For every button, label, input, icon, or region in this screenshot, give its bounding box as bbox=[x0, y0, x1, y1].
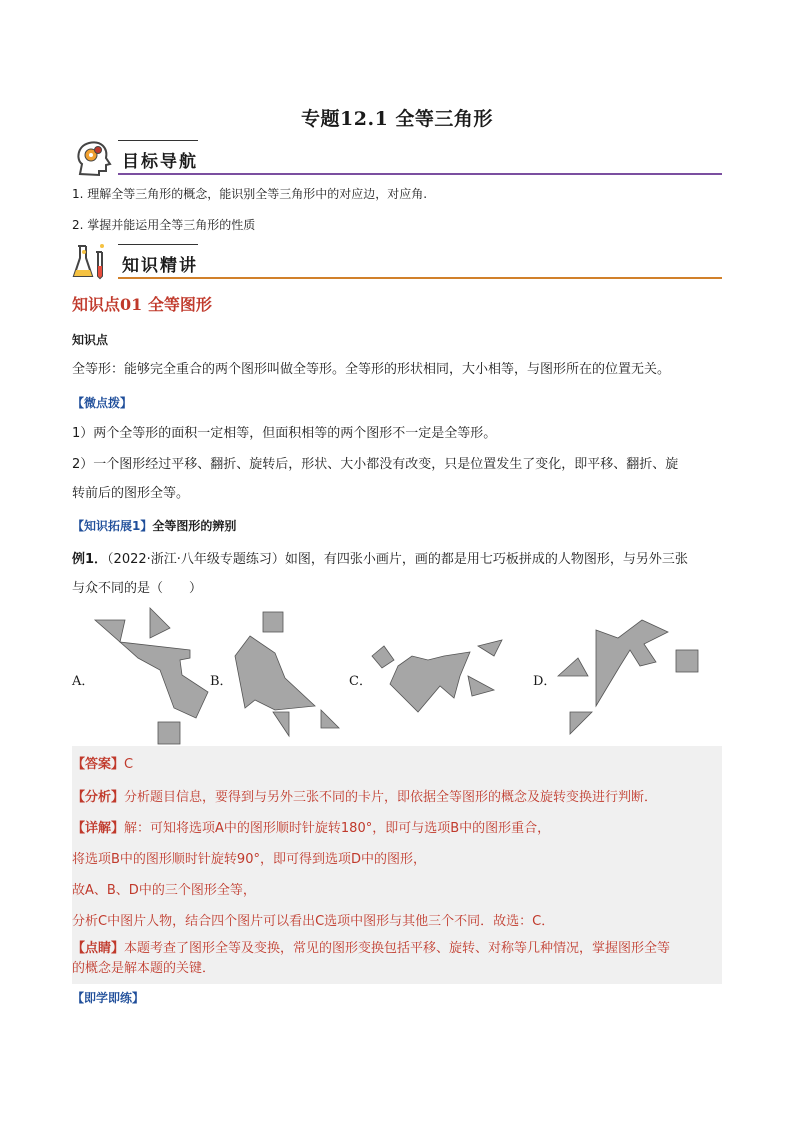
analysis-label: 【分析】 bbox=[72, 790, 125, 805]
extension-heading bbox=[72, 516, 722, 536]
header-top-line bbox=[118, 140, 198, 141]
example-line-1 bbox=[72, 550, 722, 570]
tip-1: 1）两个全等形的面积一定相等，但面积相等的两个图形不一定是全等形。 bbox=[72, 426, 497, 441]
detail-line-1: 解：可知将选项A中的图形顺时针旋转180°，即可与选项B中的图形重合， bbox=[124, 821, 551, 836]
example-text: （2022·浙江·八年级专题练习）如图，有四张小画片，画的都是用七巧板拼成的人物图形，与另外三张 bbox=[107, 552, 688, 567]
answer-row bbox=[72, 756, 722, 774]
lab-flask-icon bbox=[72, 242, 118, 282]
tangram-figure-d bbox=[556, 616, 702, 738]
option-a-label: A． bbox=[72, 674, 95, 689]
page-title: 专题12.1 全等三角形 bbox=[301, 108, 493, 130]
comment-row-1 bbox=[72, 940, 722, 958]
tangram-figure-b bbox=[225, 608, 343, 740]
section-header-knowledge bbox=[72, 242, 722, 282]
option-b-label: B． bbox=[210, 674, 233, 689]
answer-label: 【答案】 bbox=[72, 757, 125, 772]
example-prefix: 例1． bbox=[72, 552, 108, 567]
section-label: 知识精讲 bbox=[122, 256, 198, 276]
extension-title: 全等图形的辨别 bbox=[152, 519, 237, 533]
section-header-goals bbox=[72, 138, 722, 178]
answer-text: C bbox=[124, 757, 134, 772]
objective-2: 2. 掌握并能运用全等三角形的性质 bbox=[72, 218, 256, 232]
option-c-label: C． bbox=[349, 674, 372, 689]
definition-text: 全等形：能够完全重合的两个图形叫做全等形。全等形的形状相同，大小相等，与图形所在的位置无关。 bbox=[72, 362, 671, 377]
extension-label: 【知识拓展1】 bbox=[72, 519, 153, 533]
comment-label: 【点睛】 bbox=[72, 941, 125, 956]
tips-label: 【微点拨】 bbox=[72, 396, 133, 410]
analysis-text: 分析题目信息，要得到与另外三张不同的卡片，即依据全等图形的概念及旋转变换进行判断． bbox=[124, 790, 658, 805]
tangram-figure-c bbox=[368, 636, 506, 716]
head-gears-icon bbox=[72, 138, 118, 178]
comment-line-1: 本题考查了图形全等及变换，常见的图形变换包括平移、旋转、对称等几种情况，掌握图形全等 bbox=[124, 941, 671, 956]
knowledge-point-subheading: 知识点 bbox=[72, 333, 109, 347]
detail-row-1 bbox=[72, 820, 722, 838]
section-rule bbox=[118, 277, 722, 279]
detail-line-3: 故A、B、D中的三个图形全等， bbox=[72, 883, 256, 898]
detail-line-2: 将选项B中的图形顺时针旋转90°，即可得到选项D中的图形， bbox=[72, 852, 426, 867]
example-line-2: 与众不同的是（ ） bbox=[72, 581, 203, 596]
detail-label: 【详解】 bbox=[72, 821, 125, 836]
tip-2-line-1: 2）一个图形经过平移、翻折、旋转后，形状、大小都没有改变，只是位置发生了变化，即平移、翻折、旋 bbox=[72, 457, 679, 472]
comment-line-2: 的概念是解本题的关键． bbox=[72, 961, 216, 976]
objective-1: 1. 理解全等三角形的概念，能识别全等三角形中的对应边，对应角. bbox=[72, 187, 428, 201]
tangram-figure-a bbox=[90, 600, 220, 748]
analysis-row bbox=[72, 789, 722, 807]
option-d-label: D． bbox=[533, 674, 557, 689]
detail-line-4: 分析C中图片人物，结合四个图片可以看出C选项中图形与其他三个不同．故选：C． bbox=[72, 914, 555, 929]
practice-label: 【即学即练】 bbox=[72, 991, 145, 1005]
header-top-line bbox=[118, 244, 198, 245]
section-label: 目标导航 bbox=[122, 152, 198, 172]
tip-2-line-2: 转前后的图形全等。 bbox=[72, 486, 190, 501]
section-rule bbox=[118, 173, 722, 175]
knowledge-point-title: 知识点01 全等图形 bbox=[72, 295, 212, 314]
